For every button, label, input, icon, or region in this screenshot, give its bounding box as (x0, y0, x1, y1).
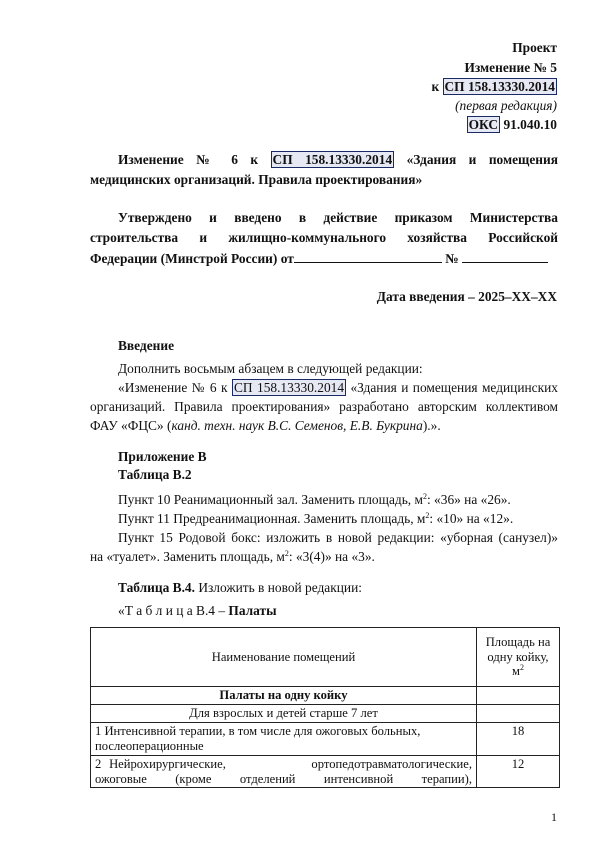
intro-authors: канд. техн. наук В.С. Семенов, Е.В. Букрина (171, 418, 423, 433)
table-subsection-row (91, 705, 560, 723)
intro-paragraph-2-line-2: организаций. Правила проектирования» разработано авторским коллективом (90, 399, 558, 414)
title-rest: «Здания и помещения (406, 152, 558, 167)
wards-table (90, 627, 560, 788)
to-prefix: к (431, 79, 440, 94)
approval-line-1: Утверждено и введено в действие приказом Министерства (118, 210, 558, 225)
approval-line-2: строительства и жилищно-коммунального хозяйства Российской (90, 230, 558, 245)
sp-reference (257, 79, 557, 95)
header-area: Площадь на одну койку, $м^2$ (477, 628, 560, 687)
title-prefix: Изменение № 6 к (118, 152, 259, 167)
intro-suffix: ).». (422, 418, 441, 433)
intro-p2-prefix: «Изменение № 6 к (118, 380, 228, 395)
approval-prefix: Федерации (Минстрой России) от (90, 251, 294, 266)
okc-code (257, 117, 557, 133)
section-empty-cell (477, 687, 560, 705)
subsection-empty-cell (477, 705, 560, 723)
document-title (118, 152, 558, 168)
sp-code-highlight: СП 158.13330.2014 (444, 79, 555, 94)
table-header-row (91, 628, 560, 687)
project-label: Проект (512, 40, 557, 55)
approval-line-3 (90, 250, 548, 267)
row-1-value: 18 (477, 723, 560, 756)
edition-label: (первая редакция) (455, 98, 557, 113)
table-b2-heading: Таблица В.2 (118, 467, 192, 482)
table-section-row (91, 687, 560, 705)
intro-p2-rest: «Здания и помещения медицинских (350, 380, 558, 395)
intro-paragraph-2-line-1 (118, 380, 558, 396)
table-row (91, 723, 560, 756)
introduction-date: Дата введения – 2025–XX–XX (376, 289, 557, 304)
header-room-name: Наименование помещений (91, 628, 477, 687)
intro-paragraph-2-line-3 (90, 418, 441, 434)
title-line-2: медицинских организаций. Правила проектирования» (90, 172, 423, 187)
title-code-highlight: СП 158.13330.2014 (272, 152, 393, 167)
title-line-1 (118, 152, 558, 168)
number-blank (462, 250, 548, 263)
appendix-heading: Приложение В (118, 449, 207, 464)
item-11: Пункт 11 Предреанимационная. Заменить площадь, $м^2$: «10» на «12». (118, 511, 514, 526)
row-2-value: 12 (477, 756, 560, 788)
section-single-bed: Палаты на одну койку (91, 687, 477, 705)
table-b4-instruction: Таблица В.4. Изложить в новой редакции: (118, 580, 362, 595)
okc-value: 91.040.10 (503, 117, 557, 132)
page-number: 1 (551, 810, 557, 824)
item-10: Пункт 10 Реанимационный зал. Заменить площадь, $м^2$: «36» на «26». (118, 492, 511, 507)
item-15-line-1: Пункт 15 Родовой бокс: изложить в новой редакции: «уборная (санузел)» (118, 530, 558, 545)
date-blank (294, 250, 442, 263)
change-number: Изменение № 5 (464, 60, 557, 75)
table-row (91, 756, 560, 788)
item-15-line-2: на «туалет». Заменить площадь, $м^2$: «3(4)» на «3». (90, 549, 375, 564)
row-1-name: 1 Интенсивной терапии, в том числе для ожоговых больных, послеоперационные (91, 723, 477, 756)
intro-org: ФАУ «ФЦС» ( (90, 418, 172, 433)
number-label: № (445, 251, 459, 266)
subsection-adults: Для взрослых и детей старше 7 лет (91, 705, 477, 723)
okc-label-highlight: ОКС (468, 117, 499, 132)
intro-paragraph-1: Дополнить восьмым абзацем в следующей редакции: (118, 361, 423, 376)
row-2-name: 2 Нейрохирургические, ортопедотравматологические, ожоговые (кроме отделений интенсивной терапии), (91, 756, 477, 788)
intro-code-highlight: СП 158.13330.2014 (233, 380, 345, 395)
intro-heading: Введение (118, 338, 175, 353)
table-b4-caption: «Т а б л и ц а В.4 – Палаты (118, 603, 277, 618)
